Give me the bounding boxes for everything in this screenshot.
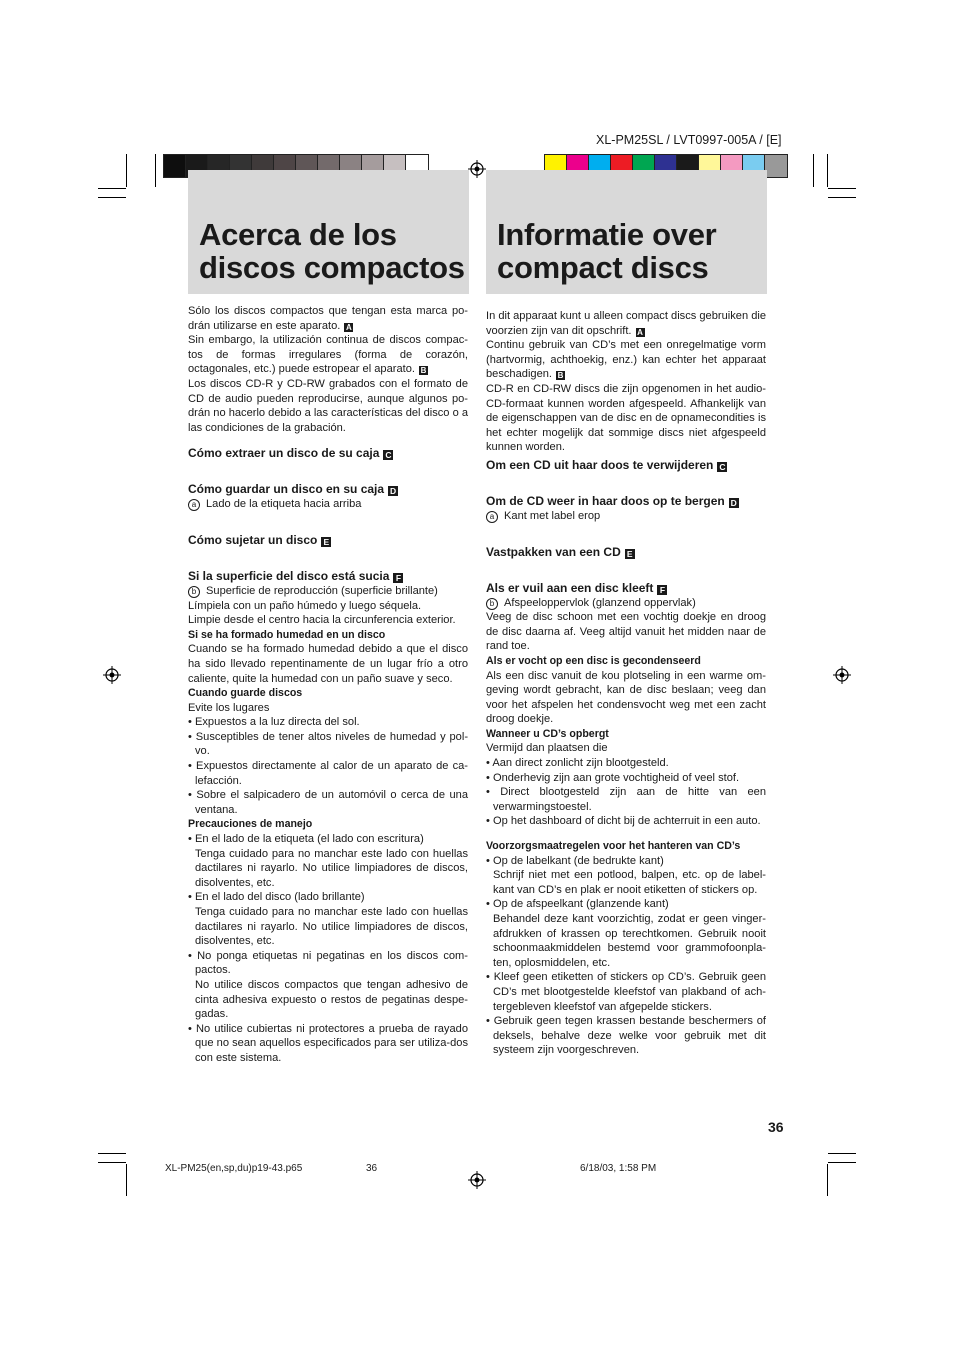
footer-date: 6/18/03, 1:58 PM <box>580 1163 657 1174</box>
intro-paragraph: Sin embargo, la utilización continua de discos compac-tos de formas irregulares (forma de corazón, octagonales, etc.) puede estropear el aparato. B <box>188 334 468 376</box>
figure-ref-a: A <box>637 327 643 337</box>
dutch-title-line: Informatie over <box>497 217 717 252</box>
page-number: 36 <box>768 1119 784 1135</box>
list-item: • No utilice cubiertas ni protectores a prueba de rayado que no sean aquellos especificados para ser utiliza-dos con este sistema. <box>188 1022 468 1066</box>
intro-paragraph: CD-R en CD-RW discs die zijn opgenomen in het audio-CD-formaat kunnen worden afgespeeld. Afhankelijk van de eigenschappen van de disc en de opnamecondities is het echter mogelijk dat sommige discs niet afgespeeld kunnen worden. <box>486 382 766 454</box>
list-item-detail: Behandel deze kant voorzichtig, zodat er geen vinger-afdrukken of krassen op terechtkomen. Gebruik nooit schoonmaakmiddelen bestemd voor grammofoonpla-ten, oplosmiddelen, etc. <box>493 913 766 969</box>
heading-handling: Precauciones de manejo <box>188 818 313 831</box>
heading-dirty: Si la superficie del disco está sucia F <box>188 568 468 584</box>
list-item: • Op de labelkant (de bedrukte kant) <box>486 854 766 869</box>
list-item: • En el lado del disco (lado brillante) <box>188 890 468 905</box>
intro-paragraph: Sólo los discos compactos que tengan esta marca po-drán utilizarse en este aparato. A <box>188 305 468 332</box>
heading-store: Cómo guardar un disco en su caja D <box>188 482 397 497</box>
callout-b-icon: b <box>486 598 498 610</box>
figure-ref-e: E <box>321 537 331 547</box>
crop-mark <box>155 154 156 187</box>
list-item: • Susceptibles de tener altos niveles de humedad y pol-vo. <box>188 730 468 759</box>
intro-paragraph: Los discos CD-R y CD-RW grabados con el formato de CD de audio pueden reproducirse, aunque algunos po-drán no hacerlo debido a las características del disco o a las condiciones de la grabación. <box>188 377 468 434</box>
crop-mark <box>98 188 126 189</box>
spanish-title-line: Acerca de los <box>199 217 397 252</box>
figure-ref-b: B <box>420 366 427 376</box>
crop-mark <box>828 1153 856 1154</box>
list-item-detail: Tenga cuidado para no manchar este lado con huellas dactilares ni rayarlo. No utilice limpiadores de discos, disolventes, etc. <box>195 847 468 889</box>
figure-ref-f: F <box>657 585 667 595</box>
crop-mark <box>828 197 856 198</box>
dutch-title <box>497 218 716 284</box>
heading-moisture: Als er vocht op een disc is gecondenseerd <box>486 654 701 667</box>
clean-text: Veeg de disc schoon met een vochtig doekje en droog de disc daarna af. Veeg altijd vanuit het midden naar de rand toe. <box>486 611 766 653</box>
figure-ref-b: B <box>557 371 564 381</box>
storing-intro: Vermijd dan plaatsen die <box>486 742 608 755</box>
label-side-note: a Lado de la etiqueta hacia arriba <box>188 497 468 512</box>
list-item: • Expuestos a la luz directa del sol. <box>188 715 468 730</box>
callout-b-icon: b <box>188 586 200 598</box>
heading-extract: Cómo extraer un disco de su caja C <box>188 446 392 461</box>
list-item-detail: No utilice discos compactos que tengan adhesivo de cinta adhesiva expuesto o restos de pegatinas despe-gadas. <box>195 978 468 1021</box>
crop-mark <box>126 154 127 187</box>
registration-mark-icon <box>833 666 851 684</box>
crop-mark <box>827 1164 828 1196</box>
crop-mark <box>98 1162 126 1163</box>
footer-file: XL-PM25(en,sp,du)p19-43.p65 <box>165 1163 303 1174</box>
callout-a-icon: a <box>188 499 200 511</box>
moisture-text: Als een disc vanuit de kou plotseling in een warme om-geving wordt gebracht, kan de disc beslaan; veeg dan voor het afspelen het condensvocht weg met een zacht droog doekje. <box>486 669 766 726</box>
figure-ref-c: C <box>385 450 392 461</box>
clean-text: Límpiela con un paño húmedo y luego séquela. <box>188 599 422 612</box>
crop-mark <box>813 154 814 187</box>
list-item: • No ponga etiquetas ni pegatinas en los discos com-pactos. <box>188 949 468 978</box>
figure-ref-f: F <box>393 573 403 583</box>
play-side-note: b Superficie de reproducción (superficie brillante) <box>188 584 468 599</box>
list-item: • Direct blootgesteld zijn aan de hitte van een verwarmingstoestel. <box>486 785 766 814</box>
calibration-swatch <box>164 155 186 177</box>
heading-storing: Wanneer u CD’s opbergt <box>486 727 609 740</box>
storing-intro: Evite los lugares <box>188 701 270 714</box>
heading-hold: Vastpakken van een CD E <box>486 544 766 560</box>
figure-ref-a: A <box>345 322 352 332</box>
registration-mark-icon <box>468 1171 486 1189</box>
crop-mark <box>827 154 828 187</box>
figure-ref-e: E <box>625 549 635 559</box>
play-side-note: b Afspeeloppervlok (glanzend oppervlak) <box>486 596 766 611</box>
crop-mark <box>98 1153 126 1154</box>
figure-ref-c: C <box>719 461 726 472</box>
heading-store: Om de CD weer in haar doos op te bergen D <box>486 493 737 508</box>
moisture-text: Cuando se ha formado humedad debido a que el disco ha sido llevado repentinamente de un lugar frío a otro caliente, quite la humedad con un paño suave y seco. <box>188 643 468 685</box>
heading-storing: Cuando guarde discos <box>188 687 303 700</box>
heading-handling: Voorzorgsmaatregelen voor het hanteren van CD’s <box>486 840 741 853</box>
heading-dirty: Als er vuil aan een disc kleeft F <box>486 580 766 596</box>
dutch-title-line: compact discs <box>497 250 709 285</box>
clean-text: Limpie desde el centro hacia la circunferencia exterior. <box>188 614 456 627</box>
list-item: • Op de afspeelkant (glanzende kant) <box>486 897 766 912</box>
list-item: • Kleef geen etiketten of stickers op CD’s. Gebruik geen CD’s met blootgestelde kleefstof van plakband of ach-tergebleven kleefstof van afgepelde stickers. <box>486 970 766 1014</box>
spanish-title <box>199 218 465 284</box>
figure-ref-d: D <box>730 497 737 508</box>
spanish-title-line: discos compactos <box>199 250 465 285</box>
figure-ref-d: D <box>389 486 397 497</box>
crop-mark <box>98 197 126 198</box>
footer-page: 36 <box>366 1163 378 1174</box>
crop-mark <box>828 188 856 189</box>
list-item: • Op het dashboard of dicht bij de achterruit in een auto. <box>486 814 766 829</box>
list-item: • Sobre el salpicadero de un automóvil o cerca de una ventana. <box>188 788 468 817</box>
registration-mark-icon <box>468 160 486 178</box>
heading-extract: Om een CD uit haar doos te verwijderen C <box>486 457 726 472</box>
intro-paragraph: Continu gebruik van CD’s met een onregelmatige vorm (hartvormig, achthoekig, enz.) kan echter het apparaat beschadigen. B <box>486 339 766 381</box>
intro-paragraph: In dit apparaat kunt u alleen compact discs gebruiken die voorzien zijn van dit opschrift. A <box>486 310 766 337</box>
crop-mark <box>828 1162 856 1163</box>
list-item: • Aan direct zonlicht zijn blootgesteld. <box>486 756 766 771</box>
spanish-column <box>188 304 468 1066</box>
heading-moisture: Si se ha formado humedad en un disco <box>188 628 386 641</box>
registration-mark-icon <box>103 666 121 684</box>
list-item: • Gebruik geen tegen krassen bestande beschermers of deksels, behalve deze welke voor gebruik met dit systeem zijn voorgeschreven. <box>486 1014 766 1058</box>
label-side-note: a Kant met label erop <box>486 509 766 524</box>
model-code: XL-PM25SL / LVT0997-005A / [E] <box>596 133 782 147</box>
callout-a-icon: a <box>486 511 498 523</box>
list-item: • En el lado de la etiqueta (el lado con escritura) <box>188 832 468 847</box>
heading-hold: Cómo sujetar un disco E <box>188 532 468 548</box>
list-item-detail: Schrijf niet met een potlood, balpen, etc. op de label-kant van CD’s en plak er nooit etiketten of stickers op. <box>493 869 766 896</box>
calibration-swatch <box>765 155 787 177</box>
list-item: • Expuestos directamente al calor de un aparato de ca-lefacción. <box>188 759 468 788</box>
list-item-detail: Tenga cuidado para no manchar este lado con huellas dactilares ni rayarlo. No utilice limpiadores de discos, disolventes, etc. <box>195 906 468 948</box>
dutch-column <box>486 309 766 1058</box>
list-item: • Onderhevig zijn aan grote vochtigheid of veel stof. <box>486 771 766 786</box>
crop-mark <box>126 1164 127 1196</box>
